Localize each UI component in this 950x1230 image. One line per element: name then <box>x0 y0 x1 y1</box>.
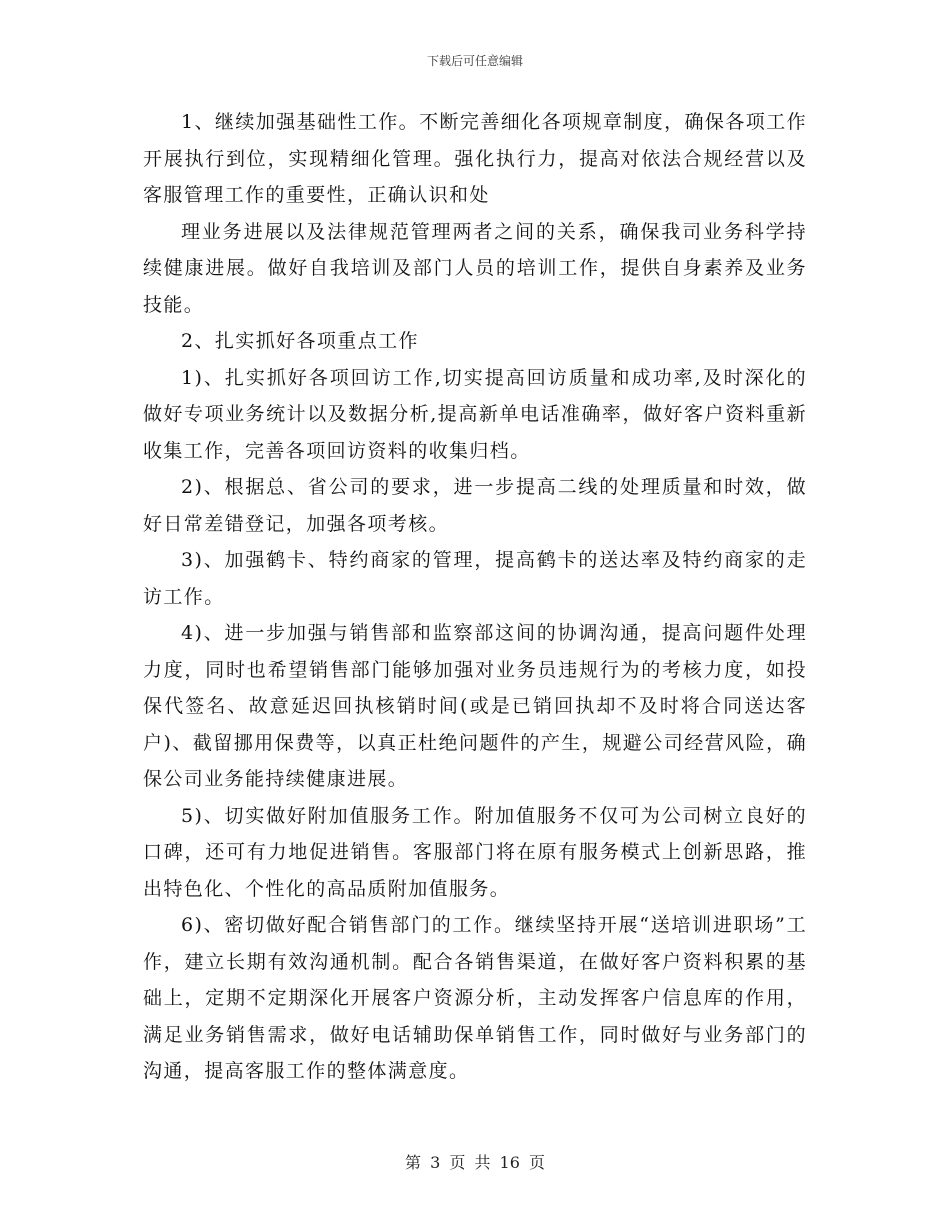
document-body <box>143 104 807 1090</box>
paragraph-1: 1、继续加强基础性工作。不断完善细化各项规章制度，确保各项工作开展执行到位，实现精细化管理。强化执行力，提高对依法合规经营以及客服管理工作的重要性，正确认识和处 <box>143 111 807 206</box>
paragraph-item-6: 6)、密切做好配合销售部门的工作。继续坚持开展“送培训进职场”工作，建立长期有效沟通机制。配合各销售渠道，在做好客户资料积累的基础上，定期不定期深化开展客户资源分析，主动发挥客户信息库的作用，满足业务销售需求，做好电话辅助保单销售工作，同时做好与业务部门的沟通，提高客服工作的整体满意度。 <box>143 914 807 1082</box>
section-heading: 2、扎实抓好各项重点工作 <box>181 330 419 352</box>
paragraph-item-5: 5)、切实做好附加值服务工作。附加值服务不仅可为公司树立良好的口碑，还可有力地促进销售。客服部门将在原有服务模式上创新思路，推出特色化、个性化的高品质附加值服务。 <box>143 804 807 900</box>
paragraph-item-1: 1)、扎实抓好各项回访工作,切实提高回访质量和成功率,及时深化的做好专项业务统计以及数据分析,提高新单电话准确率，做好客户资料重新收集工作，完善各项回访资料的收集归档。 <box>143 366 807 462</box>
header-note: 下载后可任意编辑 <box>426 54 523 68</box>
paragraph-item-2: 2)、根据总、省公司的要求，进一步提高二线的处理质量和时效，做好日常差错登记，加强各项考核。 <box>143 476 807 535</box>
paragraph-2: 理业务进展以及法律规范管理两者之间的关系，确保我司业务科学持续健康进展。做好自我培训及部门人员的培训工作，提供自身素养及业务技能。 <box>143 220 807 316</box>
paragraph-item-4: 4)、进一步加强与销售部和监察部这间的协调沟通，提高问题件处理力度，同时也希望销售部门能够加强对业务员违规行为的考核力度，如投保代签名、故意延迟回执核销时间(或是已销回执却不及时将合同送达客户)、截留挪用保费等，以真正杜绝问题件的产生，规避公司经营风险，确保公司业务能持续健康进展。 <box>143 622 807 790</box>
page-number: 第 3 页 共 16 页 <box>405 1153 545 1172</box>
paragraph-item-3: 3)、加强鹤卡、特约商家的管理，提高鹤卡的送达率及特约商家的走访工作。 <box>143 549 807 608</box>
